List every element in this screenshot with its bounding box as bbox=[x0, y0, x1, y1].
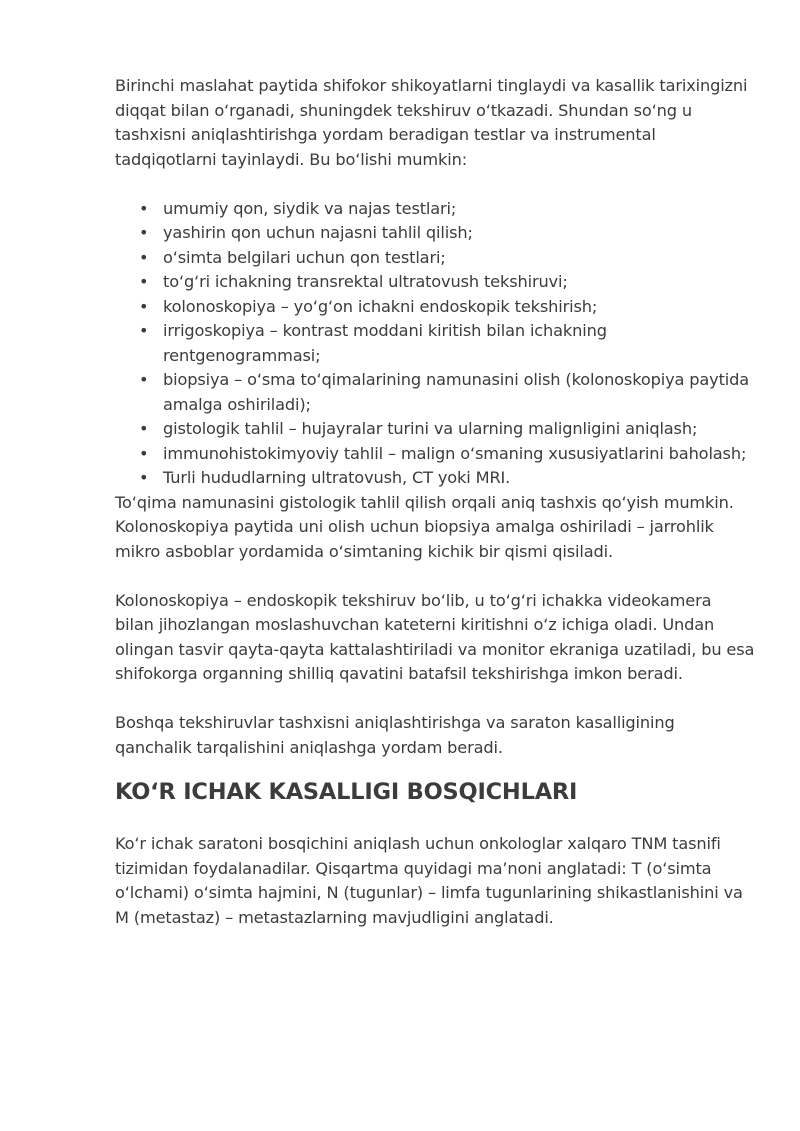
other-tests-paragraph: Boshqa tekshiruvlar tashxisni aniqlashtirishga va saraton kasalligining qanchalik tarqalishini aniqlashga yordam beradi. bbox=[115, 713, 675, 757]
bullet-icon: • bbox=[139, 296, 149, 316]
list-item: • gistologik tahlil – hujayralar turini va ularning malignligini aniqlash; bbox=[115, 417, 755, 442]
list-item: • to‘g‘ri ichakning transrektal ultratovush tekshiruvi; bbox=[115, 270, 755, 295]
bullet-icon: • bbox=[139, 247, 149, 267]
bullet-icon: • bbox=[139, 419, 149, 438]
biopsy-paragraph: To‘qima namunasini gistologik tahlil qilish orqali aniq tashxis qo‘yish mumkin. Kolonoskopiya paytida uni olish uchun biopsiya amalga oshiriladi – jarrohlik mikro asboblar yordamida o‘simtaning kichik bir qismi qisiladi. bbox=[115, 492, 734, 561]
bullet-icon: • bbox=[139, 370, 149, 389]
section-heading: KO‘R ICHAK KASALLIGI BOSQICHLARI bbox=[115, 779, 578, 805]
bullet-icon: • bbox=[139, 223, 149, 242]
bullet-icon: • bbox=[139, 321, 149, 340]
list-item: • immunohistokimyoviy tahlil – malign o‘smaning xususiyatlarini baholash; bbox=[115, 442, 755, 467]
bullet-icon: • bbox=[139, 272, 149, 291]
list-item: • o‘simta belgilari uchun qon testlari; bbox=[115, 246, 755, 271]
list-item: • irrigoskopiya – kontrast moddani kiritish bilan ichakning rentgenogrammasi; bbox=[139, 321, 607, 365]
colonoscopy-paragraph: Kolonoskopiya – endoskopik tekshiruv bo‘lib, u to‘g‘ri ichakka videokamera bilan jihozlangan moslashuvchan kateterni kiritishni o‘z ichiga oladi. Undan olingan tasvir qayta-qayta kattalashtiriladi va monitor ekraniga uzatiladi, bu esa shifokorga organning shilliq qavatini batafsil tekshirishga imkon beradi. bbox=[115, 590, 755, 683]
tests-list bbox=[115, 197, 755, 491]
document-page bbox=[115, 74, 755, 930]
intro-paragraph: Birinchi maslahat paytida shifokor shikoyatlarni tinglaydi va kasallik tarixingizni diqqat bilan o‘rganadi, shuningdek tekshiruv o‘tkazadi. Shundan so‘ng u tashxisni aniqlashtirishga yordam beradigan testlar va instrumental tadqiqotlarni tayinlaydi. Bu bo‘lishi mumkin: bbox=[115, 76, 748, 169]
bullet-icon: • bbox=[139, 443, 149, 463]
list-item: • Turli hududlarning ultratovush, CT yoki MRI. bbox=[115, 466, 755, 491]
list-item: • kolonoskopiya – yo‘g‘on ichakni endoskopik tekshirish; bbox=[115, 295, 755, 320]
list-item: • biopsiya – o‘sma to‘qimalarining namunasini olish (kolonoskopiya paytida amalga oshiriladi); bbox=[139, 370, 750, 414]
list-item: • yashirin qon uchun najasni tahlil qilish; bbox=[115, 221, 755, 246]
bullet-icon: • bbox=[139, 468, 149, 487]
bullet-icon: • bbox=[139, 198, 149, 218]
list-item: • umumiy qon, siydik va najas testlari; bbox=[115, 197, 755, 222]
tnm-paragraph: Ko‘r ichak saratoni bosqichini aniqlash uchun onkologlar xalqaro TNM tasnifi tizimidan foydalanadilar. Qisqartma quyidagi ma’noni anglatadi: T (o‘simta o‘lchami) o‘simta hajmini, N (tugunlar) – limfa tugunlarining shikastlanishini va M (metastaz) – metastazlarning mavjudligini anglatadi. bbox=[115, 834, 743, 927]
